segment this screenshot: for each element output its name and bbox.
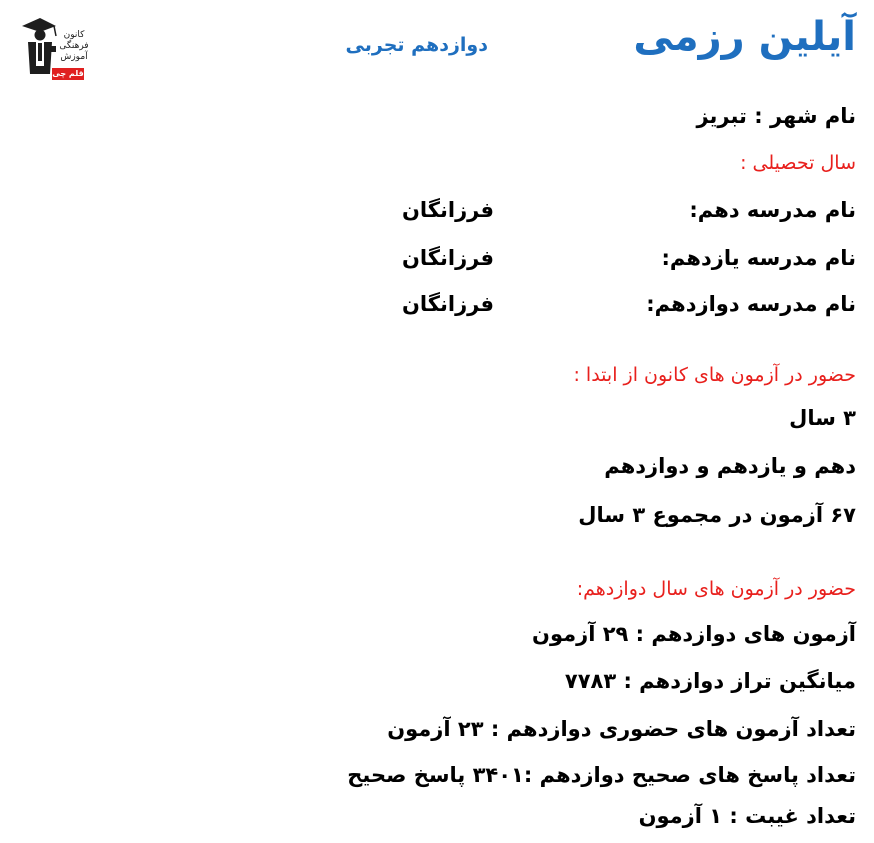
kanoon-logo bbox=[18, 12, 92, 84]
school-12-label: نام مدرسه دوازدهم: bbox=[646, 292, 856, 316]
academic-heading: سال تحصیلی : bbox=[740, 152, 856, 174]
logo-text-3: آموزش bbox=[60, 52, 88, 62]
city-line: نام شهر : تبریز bbox=[696, 104, 856, 128]
grade12-heading: حضور در آزمون های سال دوازدهم: bbox=[576, 578, 856, 600]
attendance-line: ۶۷ آزمون در مجموع ۳ سال bbox=[578, 503, 856, 527]
attendance-line: ۳ سال bbox=[789, 406, 856, 430]
school-11-value: فرزانگان bbox=[401, 246, 494, 270]
grade12-line: تعداد غیبت : ۱ آزمون bbox=[638, 804, 856, 828]
school-11-label: نام مدرسه یازدهم: bbox=[661, 246, 856, 270]
logo-text-1: کانون bbox=[63, 30, 85, 40]
grade12-line: تعداد پاسخ های صحیح دوازدهم :۳۴۰۱ پاسخ صحیح bbox=[347, 763, 856, 787]
student-name: آیلین رزمی bbox=[633, 14, 856, 60]
logo-badge-text: قلم چی bbox=[52, 69, 84, 78]
attendance-heading: حضور در آزمون های کانون از ابتدا : bbox=[573, 364, 856, 386]
attendance-line: دهم و یازدهم و دوازدهم bbox=[604, 454, 856, 478]
grade12-line: آزمون های دوازدهم : ۲۹ آزمون bbox=[532, 622, 856, 646]
grade12-line: تعداد آزمون های حضوری دوازدهم : ۲۳ آزمون bbox=[387, 717, 856, 741]
grade-label: دوازدهم تجربی bbox=[345, 34, 488, 56]
grade12-line: میانگین تراز دوازدهم : ۷۷۸۳ bbox=[564, 669, 856, 693]
logo-text-2: فرهنگی bbox=[59, 41, 89, 51]
school-12-value: فرزانگان bbox=[401, 292, 494, 316]
school-10-label: نام مدرسه دهم: bbox=[689, 198, 856, 222]
school-10-value: فرزانگان bbox=[401, 198, 494, 222]
